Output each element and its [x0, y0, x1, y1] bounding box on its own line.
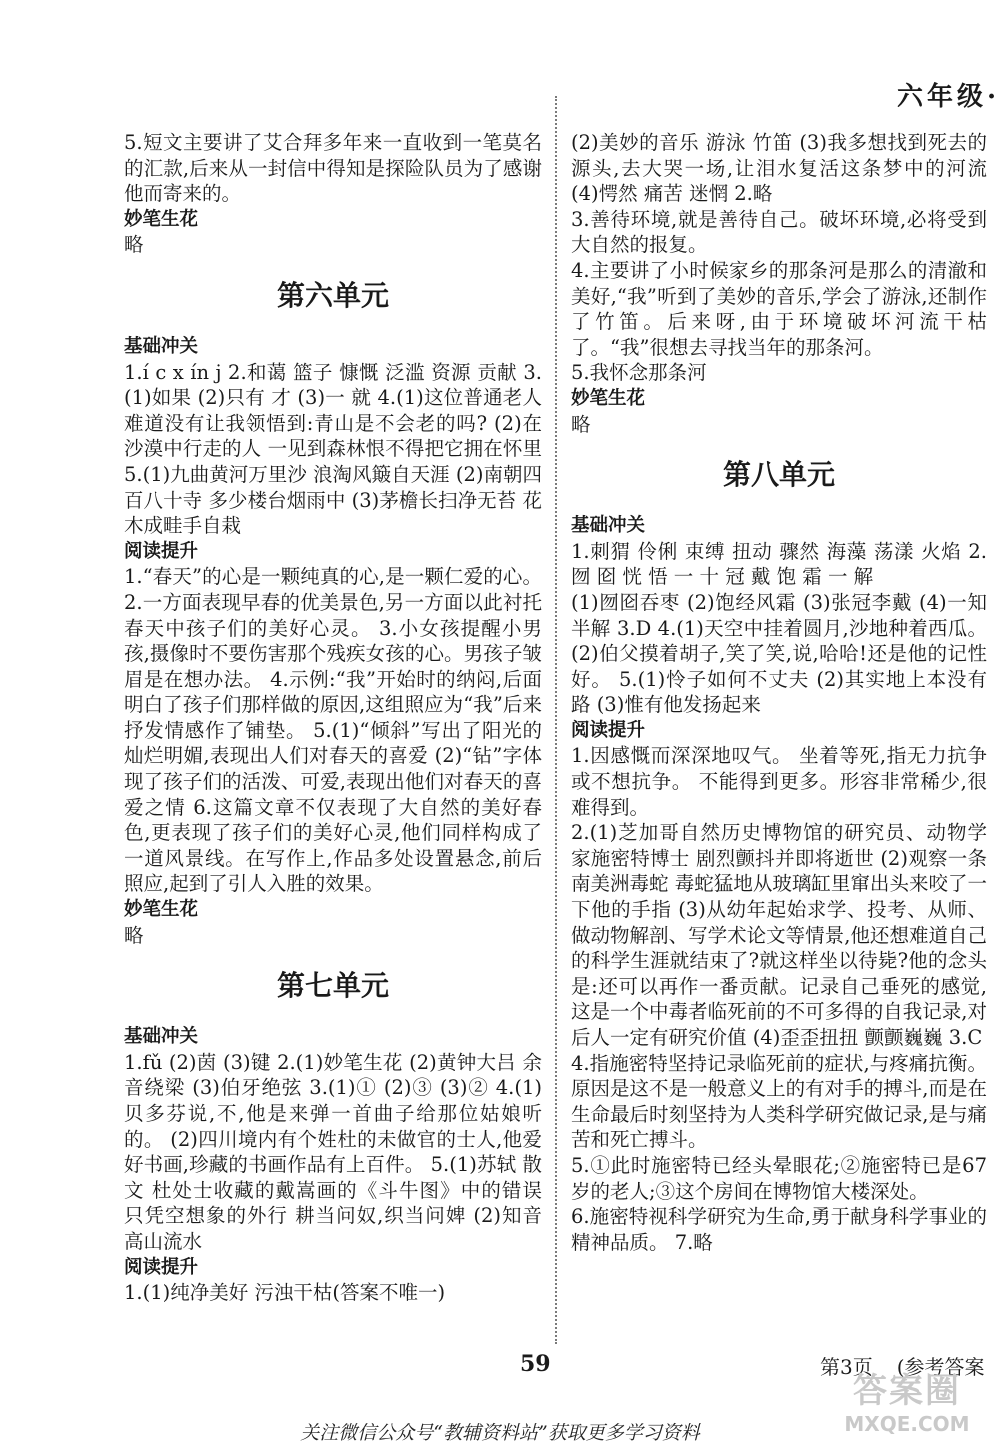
section-heading: 阅读提升: [124, 540, 199, 562]
answer-paragraph: (1)囫囵吞枣 (2)饱经风霜 (3)张冠李戴 (4)一知半解 3.D 4.(1)天空中挂着圆月,沙地种着西瓜。 (2)伯父摸着胡子,笑了笑,说,哈哈!还是他的记性好。 5.(1)怜子如何不丈夫 (2)其实地上本没有路 (3)惟有他发扬起来: [571, 590, 987, 717]
unit-title: 第六单元: [276, 278, 389, 312]
answer-paragraph: 5.①此时施密特已经头晕眼花;②施密特已是67岁的老人;③这个房间在博物馆大楼深处。: [571, 1153, 987, 1203]
section-heading: 妙笔生花: [571, 387, 646, 409]
answer-paragraph: (2)美妙的音乐 游泳 竹笛 (3)我多想找到死去的源头,去大哭一场,让泪水复活这条梦中的河流 (4)愕然 痛苦 迷惘 2.略: [571, 131, 987, 206]
section-heading: 妙笔生花: [124, 208, 199, 230]
section-heading: 妙笔生花: [124, 899, 199, 921]
answer-paragraph: 5.短文主要讲了艾合拜多年来一直收到一笔莫名的汇款,后来从一封信中得知是探险队员为了感谢他而寄来的。: [124, 131, 542, 206]
bottom-promo-note: 关注微信公众号“教辅资料站”获取更多学习资料: [300, 1422, 700, 1444]
section-heading: 基础冲关: [124, 335, 199, 357]
answer-paragraph: 1.“春天”的心是一颗纯真的心,是一颗仁爱的心。 2.一方面表现早春的优美景色,另一方面以此衬托春天中孩子们的美好心灵。 3.小女孩提醒小男孩,摄像时不要伤害那个残疾女孩的心。男孩子皱眉是在想办法。 4.示例:“我”开始时的纳闷,后面明白了孩子们那样做的原因,这组照应为“我”后来抒发情感作了铺垫。 5.(1)“倾斜”写出了阳光的灿烂明媚,表现出人们对春天的喜爱 (2)“钻”字体现了孩子们的活泼、可爱,表现出他们对春天的喜爱之情 6.这篇文章不仅表现了大自然的美好春色,更表现了孩子们的美好心灵,他们同样构成了一道风景线。在写作上,作品多处设置悬念,前后照应,起到了引人入胜的效果。: [124, 565, 542, 896]
unit-title: 第八单元: [722, 458, 835, 492]
answer-paragraph: 3.善待环境,就是善待自己。破坏环境,必将受到大自然的报复。: [571, 207, 987, 257]
right-column: [571, 130, 987, 1255]
answer-paragraph: 略: [124, 923, 144, 947]
section-heading: 基础冲关: [571, 515, 646, 537]
answer-paragraph: 1.刺猬 伶俐 束缚 扭动 骤然 海藻 荡漾 火焰 2.囫 囵 恍 悟 一 十 冠 戴 饱 霜 一 解: [571, 539, 987, 589]
answer-paragraph: 略: [124, 233, 144, 257]
answer-paragraph: 1.因感慨而深深地叹气。 坐着等死,指无力抗争或不想抗争。 不能得到更多。形容非常稀少,很难得到。: [571, 744, 987, 819]
header-grade-title: 六年级·: [896, 82, 1000, 112]
section-heading: 阅读提升: [571, 719, 646, 741]
unit-title: 第七单元: [276, 969, 389, 1003]
answer-paragraph: 1.fǔ (2)茵 (3)键 2.(1)妙笔生花 (2)黄钟大吕 余音绕梁 (3)伯牙绝弦 3.(1)① (2)③ (3)② 4.(1)贝多芬说,不,他是来弹一首曲子给那位姑娘听的。 (2)四川境内有个姓杜的未做官的士人,他爱好书画,珍藏的书画作品有上百件。 5.(1)苏轼 散文 杜处士收藏的戴嵩画的《斗牛图》中的错误 只凭空想象的外行 耕当问奴,织当问婢 (2)知音 高山流水: [124, 1050, 542, 1253]
column-divider: [555, 96, 557, 1344]
answer-paragraph: 4.指施密特坚持记录临死前的症状,与疼痛抗衡。原因是这不是一般意义上的有对手的搏斗,而是在生命最后时刻坚持为人类科学研究做记录,是与痛苦和死亡搏斗。: [571, 1051, 987, 1152]
section-heading: 阅读提升: [124, 1256, 199, 1278]
answer-paragraph: 1.(1)纯净美好 污浊干枯(答案不唯一): [124, 1281, 446, 1305]
sub-page-number: 第3页: [820, 1355, 873, 1379]
watermark-logo-text: 答案圈: [853, 1371, 961, 1411]
answer-paragraph: 5.我怀念那条河: [571, 361, 707, 385]
answer-paragraph: 1.í c x ín j 2.和蔼 篮子 慷慨 泛滥 资源 贡献 3.(1)如果 (2)只有 才 (3)一 就 4.(1)这位普通老人难道没有让我领悟到:青山是不会老的吗? (2)在沙漠中行走的人 一见到森林恨不得把它拥在怀里 5.(1)九曲黄河万里沙 浪淘风簸自天涯 (2)南朝四百八十寺 多少楼台烟雨中 (3)茅檐长扫净无苔 花木成畦手自栽: [124, 360, 542, 538]
left-column: [124, 130, 542, 1306]
answer-paragraph: 略: [571, 412, 591, 436]
answer-paragraph: 4.主要讲了小时候家乡的那条河是那么的清澈和美好,“我”听到了美妙的音乐,学会了游泳,还制作了竹笛。后来呀,由于环境破坏河流干枯了。“我”很想去寻找当年的那条河。: [571, 258, 987, 359]
page-number: 59: [520, 1351, 551, 1377]
sub-page-label: (参考答案: [896, 1355, 985, 1379]
answer-paragraph: 2.(1)芝加哥自然历史博物馆的研究员、动物学家施密特博士 剧烈颤抖并即将逝世 (2)观察一条南美洲毒蛇 毒蛇猛地从玻璃缸里窜出头来咬了一下他的手指 (3)从幼年起始求学、投考、从师、做动物解剖、写学术论文等情景,他还想难道自己的科学生涯就结束了?就这样坐以待毙?他的念头是:还可以再作一番贡献。记录自己垂死的感觉,这是一个中毒者临死前的不可多得的自我记录,对后人一定有研究价值 (4)歪歪扭扭 颤颤巍巍 3.C: [571, 821, 987, 1049]
answer-paragraph: 6.施密特视科学研究为生命,勇于献身科学事业的精神品质。 7.略: [571, 1205, 987, 1254]
watermark-url: MXQE.COM: [844, 1412, 970, 1436]
section-heading: 基础冲关: [124, 1026, 199, 1048]
